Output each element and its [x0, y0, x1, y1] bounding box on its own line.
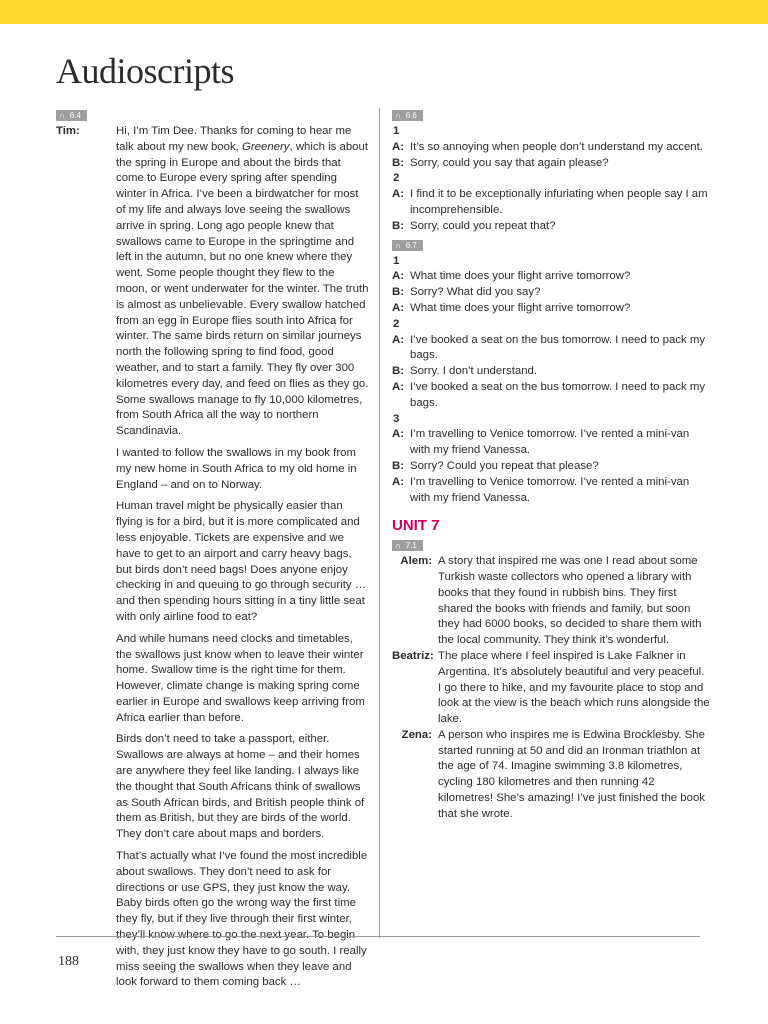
track-badge-6-4: ∩ 6.4 — [56, 110, 87, 121]
top-color-bar — [0, 0, 768, 24]
left-column — [56, 108, 369, 997]
speaker-label: Tim: — [56, 125, 80, 137]
headphones-icon: ∩ — [59, 111, 65, 120]
book-title: Greenery — [242, 140, 290, 153]
tim-paragraph-2: I wanted to follow the swallows in my book from my new home in South Africa to my old home in England – and on to Norway. — [116, 446, 357, 491]
dialogue-line: A: I find it to be exceptionally infuriating when people say I am incomprehensible. — [392, 188, 708, 216]
unit-heading: UNIT 7 — [392, 517, 440, 535]
headphones-icon: ∩ — [395, 111, 401, 120]
tim-paragraph-4: And while humans need clocks and timetables, the swallows just know when to leave their winter home. Swallow time is the right time for them. However, climate change is making spring come earlier in Europe and swallows keep arriving from Africa earlier than before. — [116, 632, 365, 724]
track-badge-7-1: ∩ 7.1 — [392, 540, 423, 551]
dialogue-line: A: It’s so annoying when people don’t understand my accent. — [392, 140, 703, 153]
exchange-number: 2 — [393, 317, 400, 330]
exchange-number: 1 — [393, 125, 400, 137]
dialogue-line: A: I’ve booked a seat on the bus tomorrow. I need to pack my bags. — [392, 333, 706, 362]
page-title: Audioscripts — [56, 51, 234, 91]
dialogue-line: A: I’m travelling to Venice tomorrow. I’ve rented a mini-van with my friend Vanessa. — [392, 475, 690, 504]
zena-speech: Zena: A person who inspires me is Edwina Brocklesby. She started running at 50 and did an Ironman triathlon at the age of 74. Imagine swimming 3.8 kilometres, cycling 180 kilometres and then running 42 kilometres! She’s amazing! I’ve just finished the book that she wrote. — [401, 728, 705, 820]
beatriz-speech: Beatriz: The place where I feel inspired is Lake Falkner in Argentina. It’s absolutely beautiful and very peaceful. I go there to hike, and my favourite place to stop and look at the view is the beach which runs alongside the lake. — [392, 649, 710, 726]
dialogue-line: A: What time does your flight arrive tomorrow? — [392, 301, 631, 314]
alem-speech: Alem: A story that inspired me was one I read about some Turkish waste collectors who opened a library with books that they found in rubbish bins. They first shared the books with friends and family, but soon they had 6000 books, so decided to share them with the local community. They think it’s wonderful. — [400, 555, 702, 647]
dialogue-line: B: Sorry? Could you repeat that please? — [392, 459, 599, 472]
footer-rule — [56, 936, 700, 937]
tim-paragraph-6: That’s actually what I’ve found the most incredible about swallows. They don’t need to ask for directions or use GPS, they just know the way. Baby birds often go the wrong way the first time they fly, but if they live through their first winter, with, they just know they have to go south. I really miss seeing the swallows when they leave and look forward to them coming back … — [116, 850, 368, 989]
column-divider — [379, 108, 380, 938]
dialogue-line: A: I’ve booked a seat on the bus tomorrow. I need to pack my bags. — [392, 380, 706, 409]
exchange-number: 2 — [393, 172, 400, 185]
headphones-icon: ∩ — [395, 541, 401, 551]
dialogue-line: B: Sorry, could you repeat that? — [392, 219, 556, 232]
dialogue-line: B: Sorry? What did you say? — [392, 286, 541, 299]
right-column — [392, 108, 710, 823]
dialogue-line: A: I’m travelling to Venice tomorrow. I’ve rented a mini-van with my friend Vanessa. — [392, 428, 690, 457]
headphones-icon: ∩ — [395, 240, 401, 250]
exchange-number: 1 — [393, 254, 400, 267]
track-badge-6-6: ∩ 6.6 — [392, 110, 423, 121]
dialogue-line: B: Sorry, could you say that again please? — [392, 156, 609, 169]
dialogue-line: B: Sorry. I don’t understand. — [392, 365, 538, 378]
tim-paragraph-3: Human travel might be physically easier than flying is for a bird, but it is more complicated and less enjoyable. Tickets are expensive and we have to get to an airport and carry heavy bags, but birds don’t need bags! Does anyone enjoy checking in and queuing to go through security … and then spending hours sitting in a tiny little seat with only airline food to eat? — [116, 500, 367, 623]
dialogue-line: A: What time does your flight arrive tomorrow? — [392, 270, 631, 283]
tim-paragraph-5: Birds don’t need to take a passport, either. Swallows are always at home – and their homes are anywhere they feel like landing. I always like the thought that South Africans think of swallows as South African birds, and British people think of them as British, but they are birds of the world. They don’t care about maps and borders. — [116, 733, 365, 841]
page-number: 188 — [58, 954, 79, 969]
exchange-number: 3 — [393, 412, 400, 425]
track-badge-6-7: ∩ 6.7 — [392, 240, 423, 251]
tim-paragraph-1: Tim: Hi, I’m Tim Dee. Thanks for coming to hear me talk about my new book, Greenery, which is about the spring in Europe and about the birds that come to Europe every spring after spending winter in Africa. I’ve been a birdwatcher for most of my life and always love seeing the swallows arrive in spring. Long ago people knew that swallows came to Europe in the springtime and left in the autumn, but no one knew where they went. Some people thought they flew to the moon, or went underwater for the winter. The truth is almost as unbelievable. Every swallow hatched from an egg in Europe flies south into Africa for winter. The same birds return on similar journeys north the following spring to find food, good weather, and to start a family. They fly over 300 kilometres every day, and feed on flies as they go. Some swallows manage to fly 10,000 kilometres, from South Africa all the way to northern Scandinavia. — [56, 125, 369, 438]
